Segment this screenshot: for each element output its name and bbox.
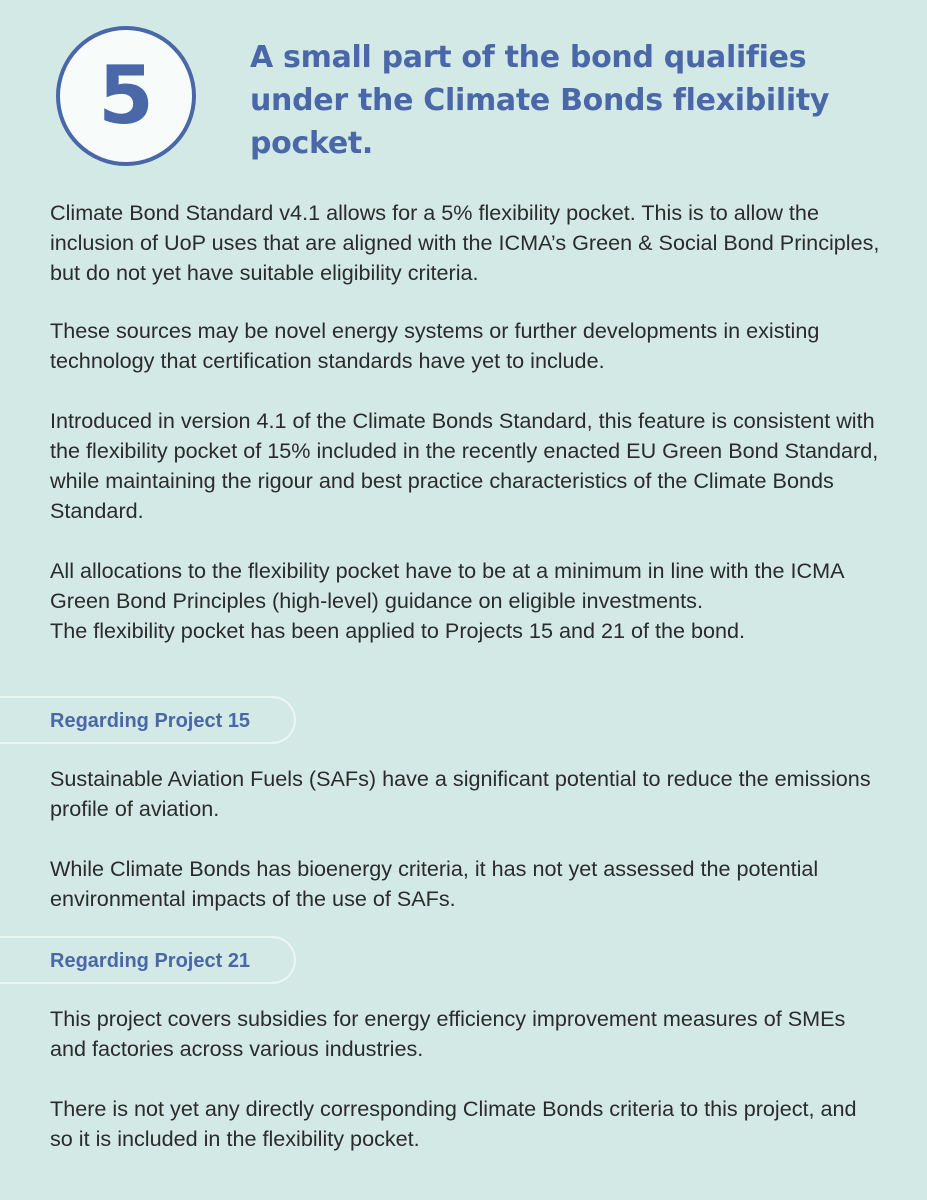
project-21-tab [0,936,296,984]
project-15-label: Regarding Project 15 [50,710,251,732]
project-15-paragraph-2: While Climate Bonds has bioenergy criteria, it has not yet assessed the potential environmental impacts of the use of SAFs. [50,856,819,911]
project-21-label: Regarding Project 21 [50,950,251,972]
intro-paragraph-5: The flexibility pocket has been applied to Projects 15 and 21 of the bond. [50,618,746,643]
intro-paragraph-1: Climate Bond Standard v4.1 allows for a 5% flexibility pocket. This is to allow the inclusion of UoP uses that are aligned with the ICMA’s Green & Social Bond Principles, but do not yet have suitable eligibility criteria. [50,200,880,285]
section-number-badge [56,26,196,166]
intro-paragraph-2: These sources may be novel energy systems or further developments in existing technology that certification standards have yet to include. [50,318,820,373]
section-heading: A small part of the bond qualifies under the Climate Bonds flexibility pocket. [250,40,830,161]
project-15-tab [0,696,296,744]
section-number: 5 [98,49,154,142]
project-15-paragraph-1: Sustainable Aviation Fuels (SAFs) have a significant potential to reduce the emissions profile of aviation. [50,766,871,821]
intro-paragraph-4: All allocations to the flexibility pocket have to be at a minimum in line with the ICMA Green Bond Principles (high-level) guidance on eligible investments. [50,558,844,613]
project-21-paragraph-2: There is not yet any directly corresponding Climate Bonds criteria to this project, and so it is included in the flexibility pocket. [50,1096,857,1151]
intro-paragraph-3: Introduced in version 4.1 of the Climate Bonds Standard, this feature is consistent with the flexibility pocket of 15% included in the recently enacted EU Green Bond Standard, while maintaining the rigour and best practice characteristics of the Climate Bonds Standard. [50,408,879,523]
project-21-paragraph-1: This project covers subsidies for energy efficiency improvement measures of SMEs and factories across various industries. [50,1006,846,1061]
